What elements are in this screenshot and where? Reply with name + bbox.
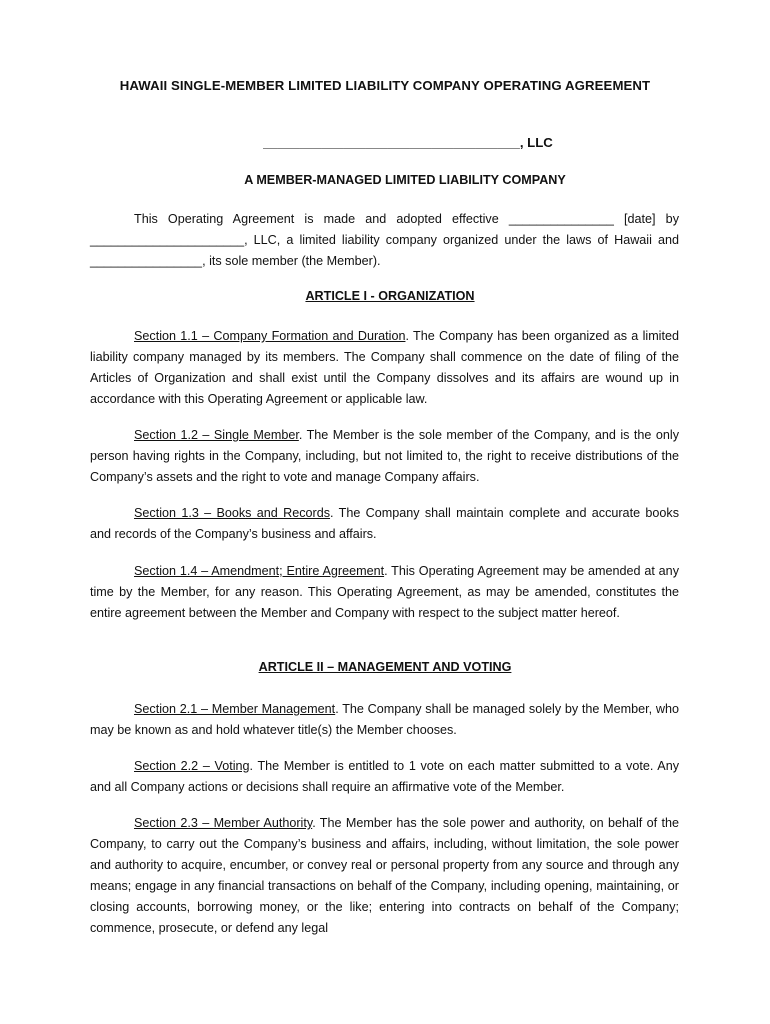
- intro-paragraph: [90, 209, 679, 272]
- llc-name-line: ___________________________________, LLC: [263, 135, 553, 150]
- section-1-4: [90, 561, 679, 624]
- section-title: Section 2.3 – Member Authority: [134, 816, 313, 830]
- document-subtitle: A MEMBER-MANAGED LIMITED LIABILITY COMPANY: [244, 173, 566, 187]
- section-paragraph: [90, 326, 679, 410]
- section-2-1: [90, 699, 679, 741]
- article-2-heading: ARTICLE II – MANAGEMENT AND VOTING: [258, 660, 512, 674]
- section-paragraph: [90, 756, 679, 798]
- section-text: . The Company shall be managed solely by the Member, who may be known as and hold whatever title(s) the Member chooses.: [90, 702, 679, 737]
- section-paragraph: [90, 561, 679, 624]
- section-title: Section 2.1 – Member Management: [134, 702, 336, 716]
- intro-text: This Operating Agreement is made and adopted effective _______________ [date] by ______________________, LLC, a limited liability company organized under the laws of Hawaii and ________________, its sole member (the Member).: [90, 212, 679, 268]
- section-text: . The Member has the sole power and authority, on behalf of the Company, to carry out the Company’s business and affairs, including, without limitation, the sole power and authority to acquire, encumber, or convey real or personal property from any source and through any means; engage in any financial transactions on behalf of the Company, including opening, maintaining, or closing accounts, borrowing money, or the like; entering into contracts on behalf of the Company; commence, prosecute, or defend any legal: [90, 816, 679, 935]
- section-text: . The Member is the sole member of the Company, and is the only person having rights in the Company, including, but not limited to, the right to receive distributions of the Company’s assets and the right to vote and manage Company affairs.: [90, 428, 679, 484]
- section-title: Section 1.3 – Books and Records: [134, 506, 331, 520]
- section-paragraph: [90, 425, 679, 488]
- section-1-1: [90, 326, 679, 410]
- section-text: . The Company has been organized as a limited liability company managed by its members. The Company shall commence on the date of filing of the Articles of Organization and shall exist until the Company dissolves and its affairs are wound up in accordance with this Operating Agreement or applicable law.: [90, 329, 679, 406]
- section-paragraph: [90, 813, 679, 939]
- article-1-heading: ARTICLE I - ORGANIZATION: [305, 289, 475, 303]
- section-1-3: [90, 503, 679, 545]
- section-text: . The Company shall maintain complete and accurate books and records of the Company’s business and affairs.: [90, 506, 679, 541]
- section-1-2: [90, 425, 679, 488]
- section-title: Section 1.4 – Amendment; Entire Agreement: [134, 564, 385, 578]
- document-title: HAWAII SINGLE-MEMBER LIMITED LIABILITY COMPANY OPERATING AGREEMENT: [119, 78, 651, 93]
- section-text: . This Operating Agreement may be amended at any time by the Member, for any reason. This Operating Agreement, as may be amended, constitutes the entire agreement between the Member and Company with respect to the subject matter hereof.: [90, 564, 679, 620]
- section-paragraph: [90, 503, 679, 545]
- section-title: Section 1.2 – Single Member: [134, 428, 299, 442]
- section-2-2: [90, 756, 679, 798]
- section-paragraph: [90, 699, 679, 741]
- section-title: Section 1.1 – Company Formation and Duration: [134, 329, 406, 343]
- section-2-3: [90, 813, 679, 939]
- section-title: Section 2.2 – Voting: [134, 759, 250, 773]
- section-text: . The Member is entitled to 1 vote on each matter submitted to a vote. Any and all Company actions or decisions shall require an affirmative vote of the Member.: [90, 759, 679, 794]
